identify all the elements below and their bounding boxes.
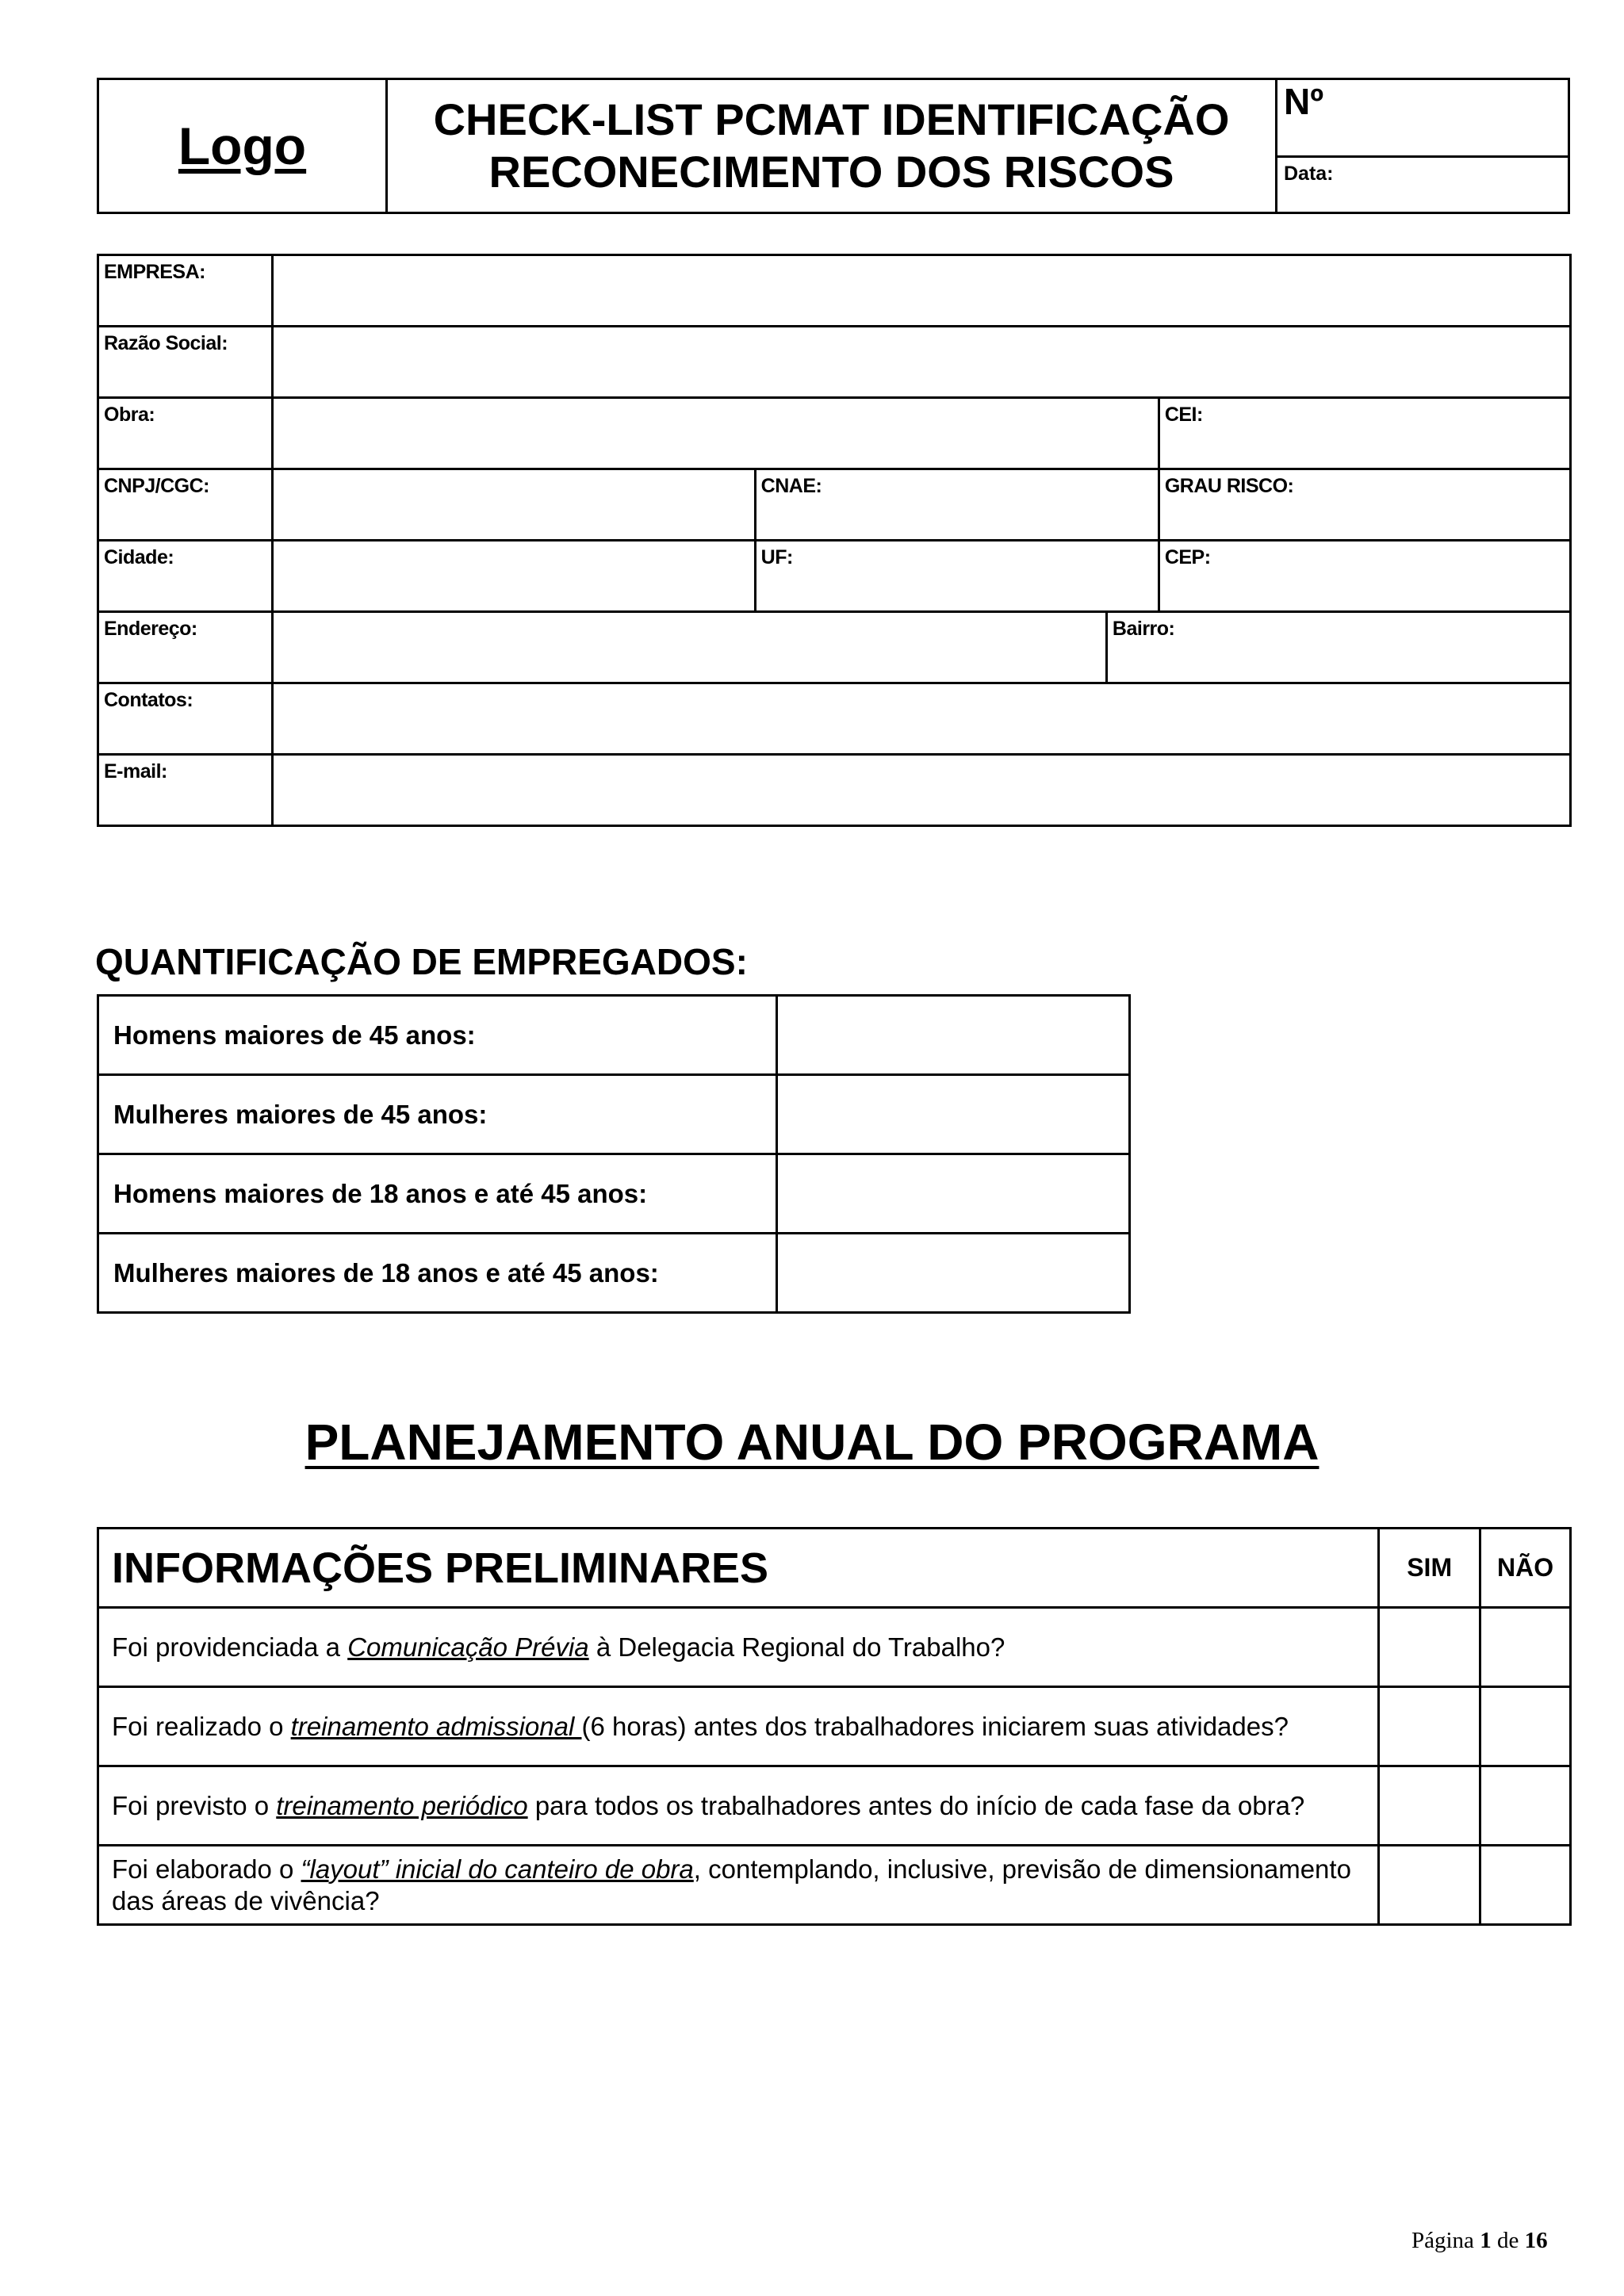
field-obra[interactable]: [272, 398, 1159, 469]
field-cnae[interactable]: [755, 469, 1159, 541]
question-row: [98, 1608, 1571, 1687]
planning-title: PLANEJAMENTO ANUAL DO PROGRAMA: [304, 1414, 1320, 1471]
question-post: , contemplando, inclusive, previsão de dimensionamento das áreas de vivência?: [112, 1854, 1351, 1915]
row-empresa: [98, 255, 1571, 327]
preliminary-info-table: [97, 1527, 1572, 1926]
field-empresa[interactable]: [272, 255, 1570, 327]
no-checkbox[interactable]: [1480, 1846, 1571, 1925]
field-cnpj[interactable]: [272, 469, 755, 541]
question-text: [98, 1846, 1379, 1925]
quant-row: [98, 1234, 1130, 1313]
question-highlight: treinamento admissional: [290, 1711, 582, 1741]
section-title: INFORMAÇÕES PRELIMINARES: [98, 1529, 1379, 1608]
quant-label: Mulheres maiores de 45 anos:: [98, 1075, 777, 1154]
yes-checkbox[interactable]: [1379, 1687, 1480, 1766]
no-header: NÃO: [1480, 1529, 1571, 1608]
of-word: de: [1496, 2228, 1519, 2253]
row-obra: [98, 398, 1571, 469]
quant-value-field[interactable]: [777, 996, 1130, 1075]
label-cep: CEP:: [1164, 546, 1211, 568]
number-field[interactable]: [1277, 79, 1569, 157]
row-razao-social: [98, 327, 1571, 398]
no-checkbox[interactable]: [1480, 1766, 1571, 1846]
field-email[interactable]: [272, 755, 1570, 826]
question-row: [98, 1846, 1571, 1925]
label-cnpj: CNPJ/CGC:: [98, 469, 273, 541]
quant-label: Homens maiores de 45 anos:: [98, 996, 777, 1075]
yes-checkbox[interactable]: [1379, 1846, 1480, 1925]
field-cep[interactable]: [1159, 541, 1570, 612]
question-text: [98, 1687, 1379, 1766]
question-row: [98, 1687, 1571, 1766]
question-post: (6 horas) antes dos trabalhadores iniciarem suas atividades?: [581, 1711, 1289, 1741]
document-title-line2: RECONECIMENTO DOS RISCOS: [488, 147, 1174, 197]
field-cidade[interactable]: [272, 541, 755, 612]
document-header: [97, 78, 1570, 214]
quant-row: [98, 996, 1130, 1075]
field-uf[interactable]: [755, 541, 1159, 612]
quant-value-field[interactable]: [777, 1075, 1130, 1154]
employee-quantification-table: [97, 994, 1131, 1314]
quantification-title: QUANTIFICAÇÃO DE EMPREGADOS:: [95, 941, 748, 982]
label-uf: UF:: [760, 546, 793, 568]
field-razao-social[interactable]: [272, 327, 1570, 398]
quant-label: Homens maiores de 18 anos e até 45 anos:: [98, 1154, 777, 1234]
title-cell: [387, 79, 1277, 213]
label-grau-risco: GRAU RISCO:: [1164, 475, 1294, 497]
question-text: [98, 1608, 1379, 1687]
row-contatos: [98, 683, 1571, 755]
yes-checkbox[interactable]: [1379, 1608, 1480, 1687]
question-post: para todos os trabalhadores antes do início de cada fase da obra?: [527, 1790, 1305, 1820]
label-bairro: Bairro:: [1112, 618, 1175, 640]
row-endereco: [98, 612, 1571, 683]
no-checkbox[interactable]: [1480, 1687, 1571, 1766]
page-footer: [1411, 2228, 1548, 2254]
logo-cell: [98, 79, 387, 213]
page-word: Página: [1411, 2228, 1474, 2253]
label-endereco: Endereço:: [98, 612, 273, 683]
no-checkbox[interactable]: [1480, 1608, 1571, 1687]
preliminary-header-row: [98, 1529, 1571, 1608]
label-obra: Obra:: [98, 398, 273, 469]
logo: Logo: [178, 117, 307, 175]
question-text: [98, 1766, 1379, 1846]
field-bairro[interactable]: [1106, 612, 1570, 683]
question-post: à Delegacia Regional do Trabalho?: [588, 1632, 1005, 1662]
label-empresa: EMPRESA:: [98, 255, 273, 327]
number-label: Nº: [1284, 81, 1324, 122]
question-highlight: “layout” inicial do canteiro de obra: [301, 1854, 694, 1884]
yes-checkbox[interactable]: [1379, 1766, 1480, 1846]
label-cei: CEI:: [1164, 404, 1203, 426]
field-endereco[interactable]: [272, 612, 1106, 683]
field-contatos[interactable]: [272, 683, 1570, 755]
quant-row: [98, 1154, 1130, 1234]
label-cidade: Cidade:: [98, 541, 273, 612]
planning-title-wrap: [0, 1413, 1624, 1471]
quant-value-field[interactable]: [777, 1234, 1130, 1313]
row-cidade: [98, 541, 1571, 612]
date-field[interactable]: [1277, 157, 1569, 213]
question-pre: Foi realizado o: [112, 1711, 291, 1741]
document-title-line1: CHECK-LIST PCMAT IDENTIFICAÇÃO: [433, 94, 1230, 144]
question-highlight: treinamento periódico: [276, 1790, 528, 1820]
label-email: E-mail:: [98, 755, 273, 826]
company-info-table: [97, 254, 1572, 827]
page-total: 16: [1524, 2228, 1548, 2253]
quant-label: Mulheres maiores de 18 anos e até 45 anos:: [98, 1234, 777, 1313]
field-grau-risco[interactable]: [1159, 469, 1570, 541]
label-razao-social: Razão Social:: [98, 327, 273, 398]
label-cnae: CNAE:: [760, 475, 822, 497]
date-label: Data:: [1284, 163, 1334, 185]
quant-row: [98, 1075, 1130, 1154]
question-pre: Foi providenciada a: [112, 1632, 348, 1662]
row-email: [98, 755, 1571, 826]
question-highlight: Comunicação Prévia: [347, 1632, 589, 1662]
quant-value-field[interactable]: [777, 1154, 1130, 1234]
field-cei[interactable]: [1159, 398, 1570, 469]
question-row: [98, 1766, 1571, 1846]
question-pre: Foi elaborado o: [112, 1854, 301, 1884]
page-number: 1: [1480, 2228, 1492, 2253]
label-contatos: Contatos:: [98, 683, 273, 755]
question-pre: Foi previsto o: [112, 1790, 277, 1820]
row-cnpj: [98, 469, 1571, 541]
yes-header: SIM: [1379, 1529, 1480, 1608]
